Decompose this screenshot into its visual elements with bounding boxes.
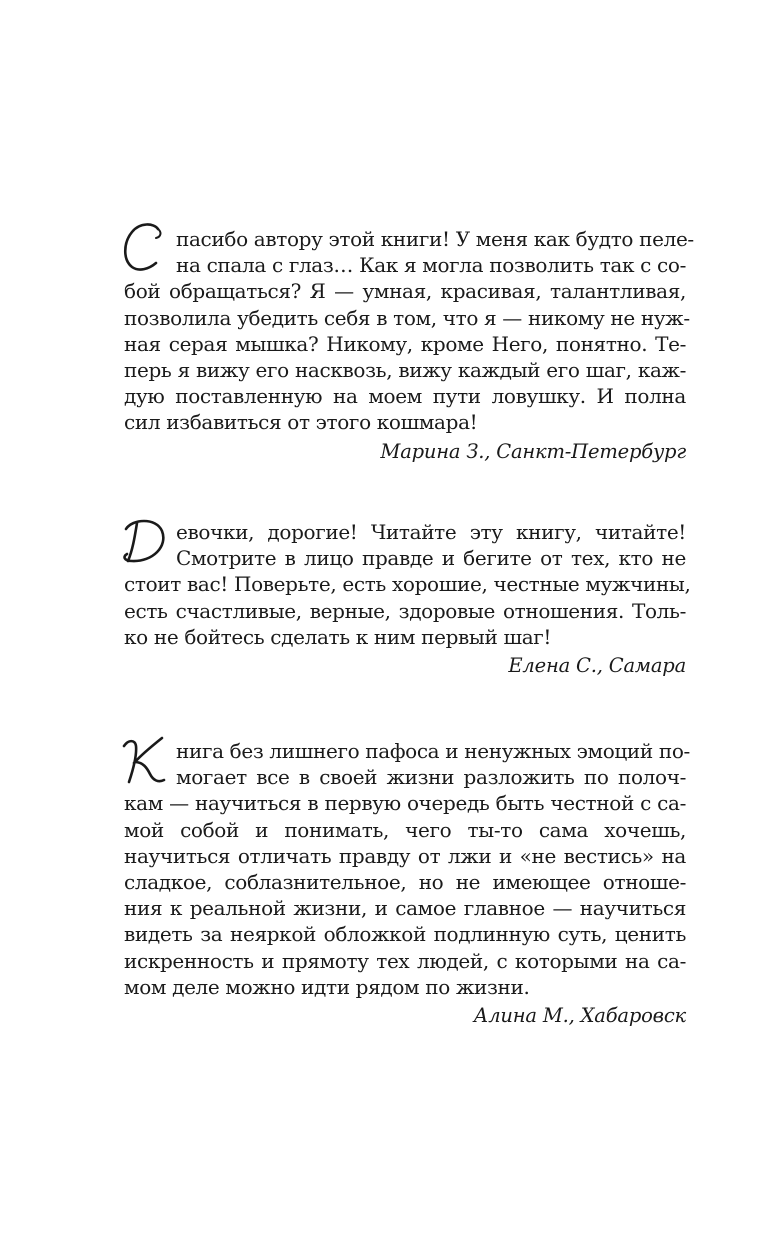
review-text-line: мом деле можно идти рядом по жизни. xyxy=(124,974,530,999)
review-text-line: Смотрите в лицо правде и бегите от тех, кто не xyxy=(176,546,686,571)
review-text-line: сил избавиться от этого кошмара! xyxy=(124,410,478,435)
review-text-line: сладкое, соблазнительное, но не имеющее отноше- xyxy=(124,869,686,894)
review-1 xyxy=(124,226,694,465)
review-text-line: могает все в своей жизни разложить по полоч- xyxy=(176,765,686,790)
review-text-line: видеть за неяркой обложкой подлинную суть, ценить xyxy=(124,922,686,947)
review-text-line: искренность и прямоту тех людей, с которыми на са- xyxy=(124,948,686,973)
review-text-line: евочки, дорогие! Читайте эту книгу, читайте! xyxy=(176,520,686,544)
dropcap-d xyxy=(118,513,170,569)
review-text-line: бой обращаться? Я — умная, красивая, талантливая, xyxy=(124,279,686,304)
dropcap-s-glyph xyxy=(118,220,170,276)
review-text-line: ния к реальной жизни, и самое главное — научиться xyxy=(124,896,686,921)
review-2 xyxy=(124,519,691,679)
dropcap-k-glyph xyxy=(118,732,170,788)
dropcap-s xyxy=(118,220,170,276)
review-text-line: есть счастливые, верные, здоровые отношения. Толь- xyxy=(124,598,686,623)
review-text-line: научиться отличать правду от лжи и «не вестись» на xyxy=(124,843,686,868)
review-author: Елена С., Самара xyxy=(508,653,686,677)
review-text-line: ко не бойтесь сделать к ним первый шаг! xyxy=(124,624,552,649)
review-text-line: ная серая мышка? Никому, кроме Него, понятно. Те- xyxy=(124,331,686,356)
review-author: Марина З., Санкт-Петербург xyxy=(380,439,686,463)
review-text-line: позволила убедить себя в том, что я — никому не нуж- xyxy=(124,305,690,330)
review-text-line: мой собой и понимать, чего ты-то сама хочешь, xyxy=(124,817,686,842)
review-text-line: пасибо автору этой книги! У меня как будто пеле- xyxy=(176,227,694,251)
review-text-line: нига без лишнего пафоса и ненужных эмоций по- xyxy=(176,739,690,763)
review-author: Алина М., Хабаровск xyxy=(473,1003,686,1027)
dropcap-k xyxy=(118,732,170,788)
review-text-line: на спала с глаз… Как я могла позволить так с со- xyxy=(176,253,686,278)
dropcap-d-glyph xyxy=(118,513,170,569)
review-text-line: кам — научиться в первую очередь быть честной с са- xyxy=(124,791,686,816)
review-text-line: перь я вижу его насквозь, вижу каждый его шаг, каж- xyxy=(124,357,686,382)
review-text-line: дую поставленную на моем пути ловушку. И полна xyxy=(124,384,686,409)
review-3 xyxy=(124,738,690,1029)
review-text-line: стоит вас! Поверьте, есть хорошие, честные мужчины, xyxy=(124,572,691,597)
